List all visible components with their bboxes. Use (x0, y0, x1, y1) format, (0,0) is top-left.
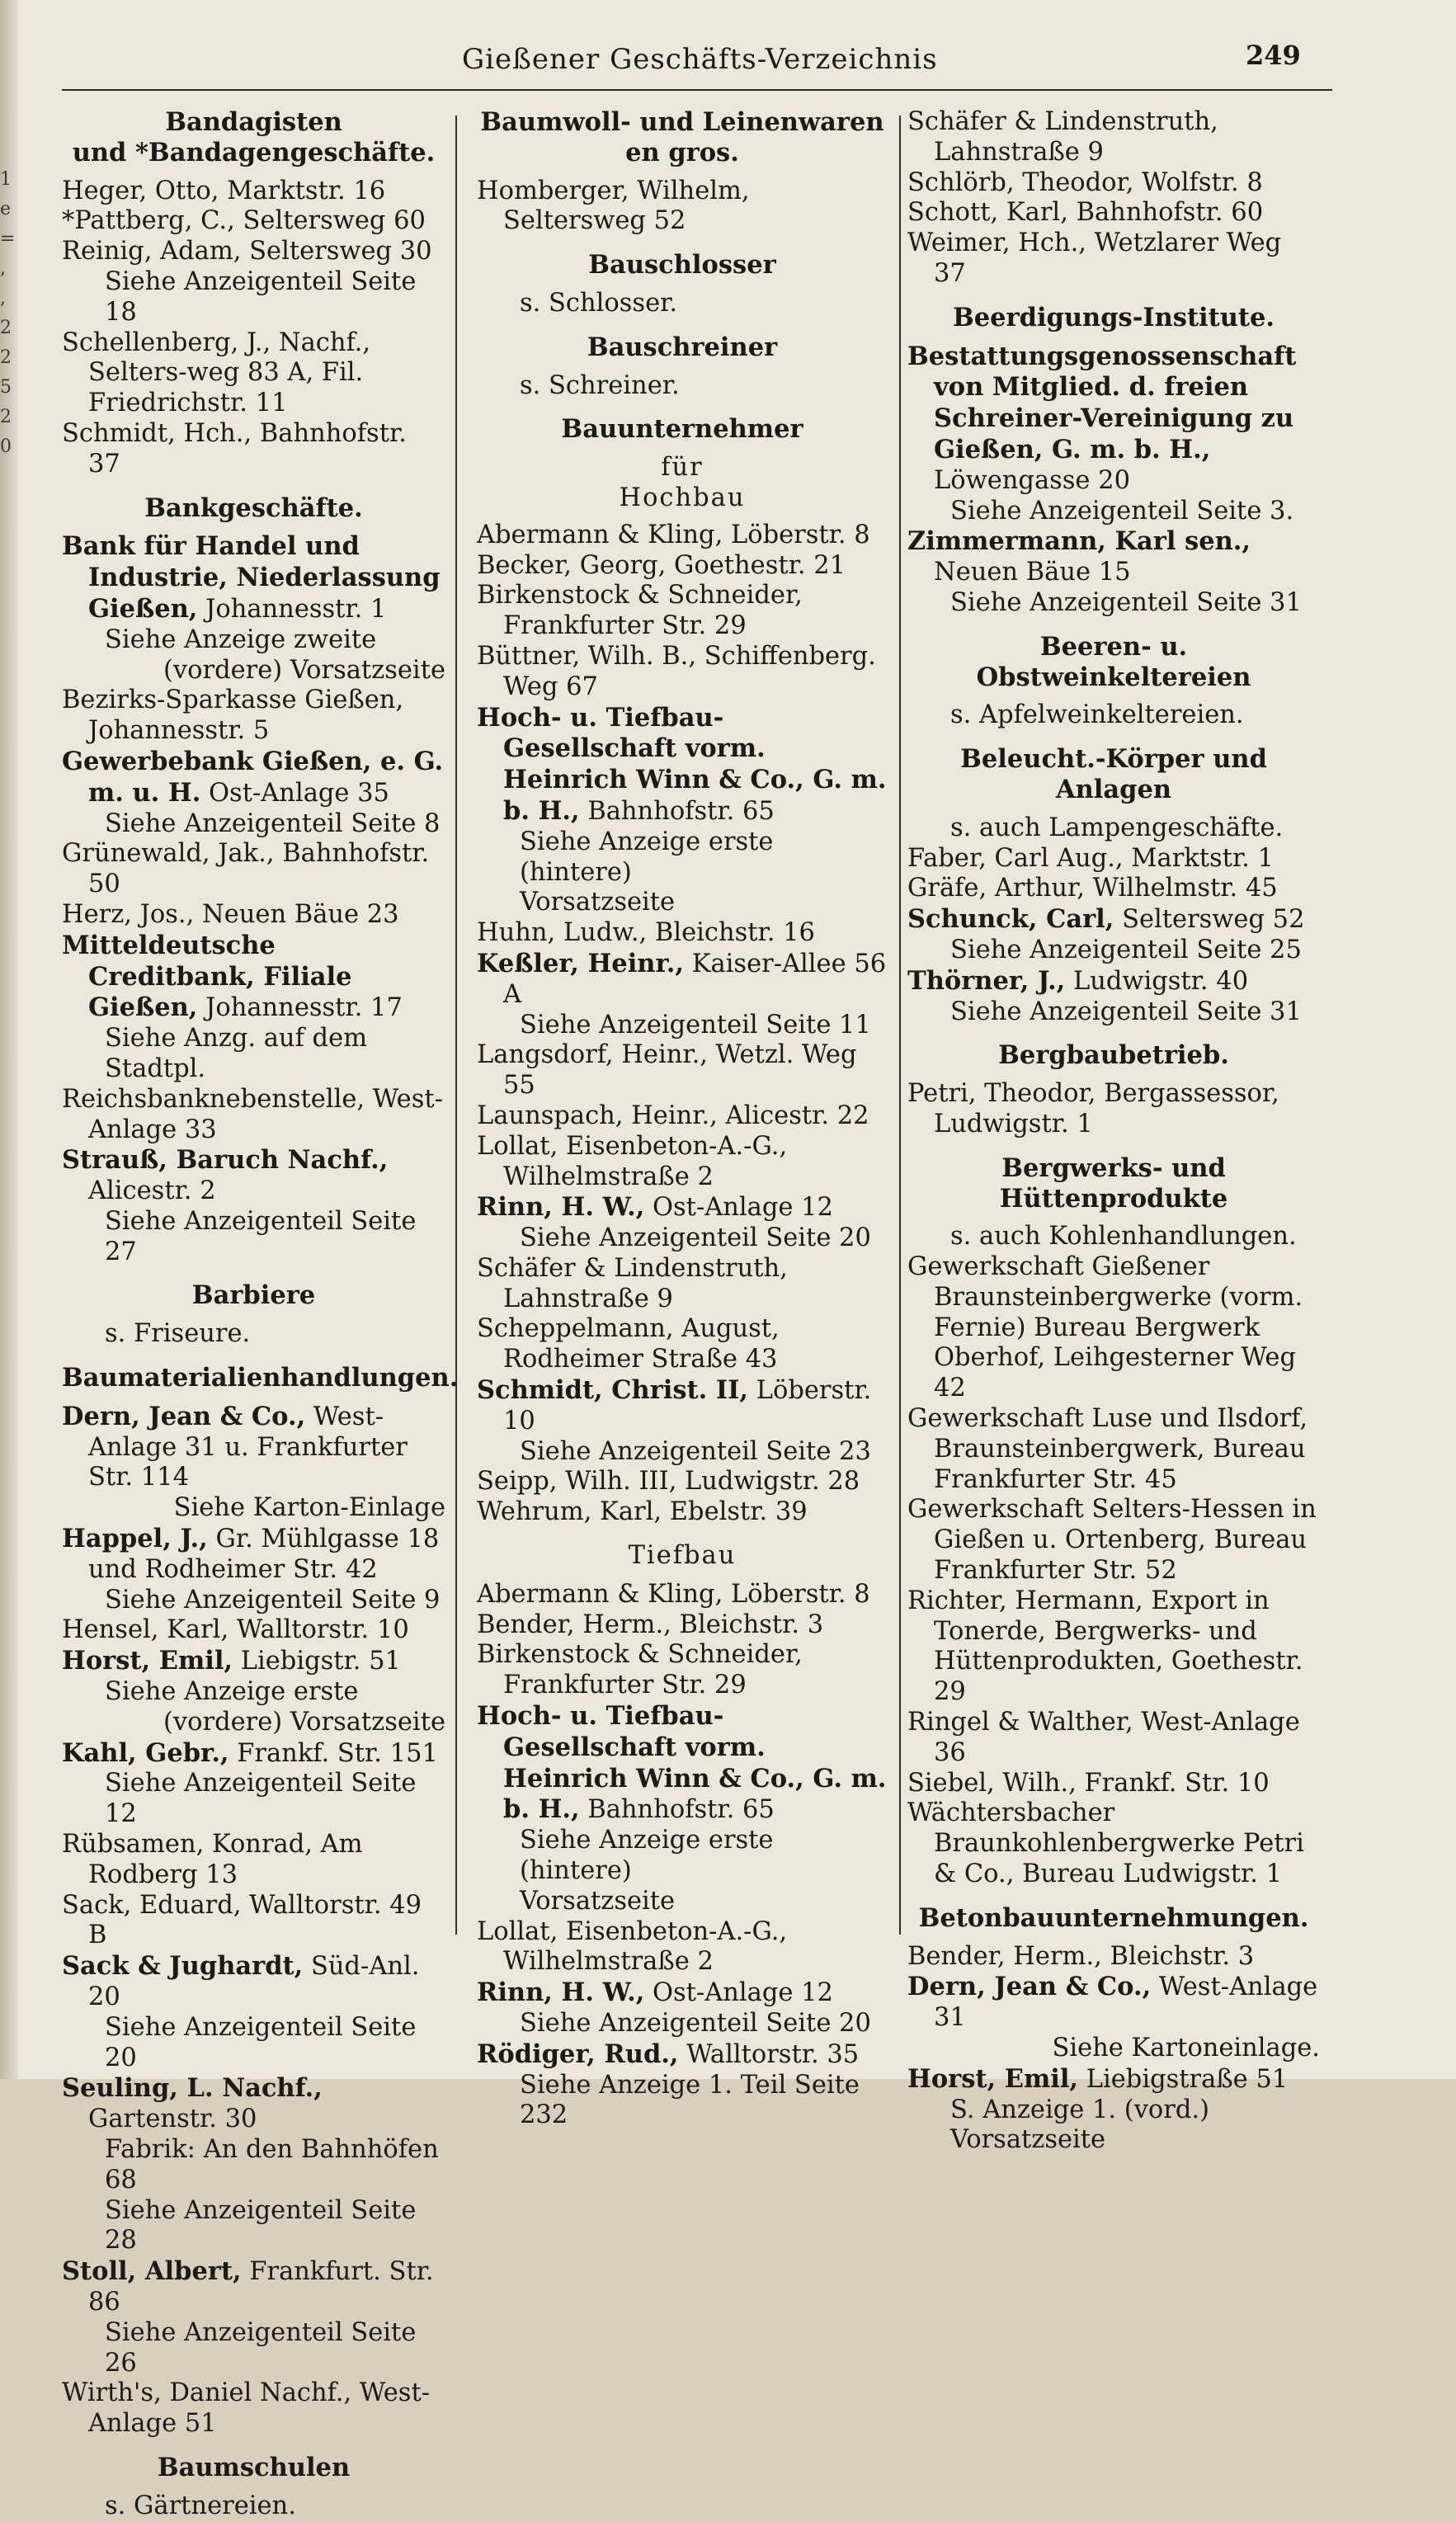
ad-reference: Siehe Anzeige erste (105, 1677, 359, 1707)
section-heading: Bankgeschäfte. (144, 493, 363, 523)
directory-entry (62, 1402, 445, 1493)
ad-reference: Siehe Anzeige zweite (105, 625, 377, 654)
directory-entry (907, 1972, 1320, 2034)
entry-address: Liebigstraße 51 (1078, 2064, 1289, 2094)
ad-reference: Siehe Anzeigenteil Seite 27 (105, 1206, 417, 1266)
directory-entry (907, 966, 1320, 997)
directory-entry: Lollat, Eisenbeton-A.-G., Wilhelmstraße 2 (477, 1131, 788, 1191)
edge-characters (0, 165, 18, 462)
section-heading: Baumschulen (157, 2452, 351, 2482)
ad-reference: Siehe Anzeigenteil Seite 31 (950, 997, 1302, 1026)
ad-reference: Siehe Anzeige 1. Teil Seite 232 (520, 2070, 860, 2130)
entry-address: Alicestr. 2 (88, 1176, 216, 1206)
directory-entry: Birkenstock & Schneider, Frankfurter Str. 29 (477, 581, 803, 641)
section-heading: Baumwoll- und Leinenwaren en gros. (480, 107, 884, 167)
entry-address: Süd-Anl. 20 (88, 1952, 420, 2012)
directory-entry: Schlörb, Theodor, Wolfstr. 8 (907, 167, 1263, 197)
ad-reference: Siehe Anzeigenteil Seite 31 (950, 587, 1302, 617)
column-right (907, 107, 1320, 2156)
entry-address: Ost-Anlage 12 (644, 1978, 833, 2008)
directory-entry (907, 526, 1320, 588)
section-heading: Betonbauunternehmungen. (918, 1902, 1309, 1933)
section-heading: Bergbaubetrieb. (998, 1040, 1229, 1071)
page-number: 249 (1246, 40, 1301, 71)
directory-entry: Richter, Hermann, Export in Tonerde, Bergwerks- und Hüttenprodukten, Goethestr. 29 (907, 1586, 1303, 1707)
directory-entry: Seipp, Wilh. III, Ludwigstr. 28 (477, 1467, 860, 1497)
entry-address: Liebigstr. 51 (233, 1647, 401, 1676)
directory-entry: Reinig, Adam, Seltersweg 30 (62, 237, 432, 266)
column-left (62, 107, 459, 2522)
entry-name: Mitteldeutsche Creditbank, Filiale Gießen, (62, 930, 352, 1023)
directory-entry: Bezirks-Sparkasse Gießen, Johannesstr. 5 (62, 686, 404, 746)
cross-reference: s. Friseure. (105, 1319, 251, 1349)
ad-reference: Siehe Anzeigenteil Seite 25 (950, 935, 1302, 964)
entry-name: Rödiger, Rud., (477, 2039, 679, 2069)
directory-entry: Abermann & Kling, Löberstr. 8 (477, 520, 870, 549)
entry-name: Strauß, Baruch Nachf., (62, 1145, 389, 1176)
cross-reference: s. Gärtnereien. (105, 2491, 296, 2520)
section-heading: Barbiere (191, 1280, 316, 1311)
entry-name: Horst, Emil, (62, 1646, 233, 1676)
entry-name: Bank für Handel und Industrie, Niederlassung Gießen, (62, 531, 441, 624)
directory-entry (477, 2039, 888, 2071)
ad-reference: S. Anzeige 1. (vord.) Vorsatzseite (950, 2095, 1209, 2155)
section-heading: Bauschreiner (587, 332, 778, 362)
ad-reference: Siehe Anzg. auf dem Stadtpl. (105, 1024, 368, 1083)
section-heading: Beeren- u. Obstweinkeltereien (976, 631, 1251, 692)
edge-char: 0 (0, 436, 12, 457)
section-subheading: Hochbau (619, 483, 746, 512)
entry-name: Zimmermann, Karl sen., (907, 526, 1251, 557)
directory-entry: Huhn, Ludw., Bleichstr. 16 (477, 918, 815, 948)
ad-reference: Siehe Anzeigenteil Seite 20 (520, 2009, 871, 2039)
column-middle (477, 107, 888, 2131)
edge-char: 1 (0, 169, 12, 190)
heading-line: Bandagisten (165, 107, 342, 137)
directory-entry: Herz, Jos., Neuen Bäue 23 (62, 899, 399, 929)
directory-entry: Lollat, Eisenbeton-A.-G., Wilhelmstraße 2 (477, 1916, 788, 1977)
edge-char: 2 (0, 407, 12, 427)
directory-entry: Abermann & Kling, Löberstr. 8 (477, 1579, 870, 1609)
ad-reference: Siehe Anzeigenteil Seite 12 (105, 1769, 417, 1829)
directory-entry: Sack, Eduard, Walltorstr. 49 B (62, 1890, 422, 1950)
ad-reference: Siehe Anzeige erste (hintere) (520, 1826, 774, 1886)
entry-address: West-Anlage 31 u. Frankfurter Str. 114 (88, 1402, 408, 1492)
cross-reference: s. Schlosser. (520, 288, 678, 318)
entry-address: Johannesstr. 1 (205, 594, 387, 624)
directory-entry (62, 2256, 445, 2318)
ad-reference: Vorsatzseite (520, 888, 676, 917)
directory-entry: Petri, Theodor, Bergassessor, Ludwigstr. 1 (907, 1079, 1279, 1138)
ad-reference: Siehe Anzeigenteil Seite 8 (105, 808, 441, 838)
ad-reference: (vordere) Vorsatzseite (163, 655, 445, 685)
ad-reference: Siehe Karton-Einlage (173, 1493, 445, 1523)
entry-name: Happel, J., (62, 1524, 208, 1554)
directory-entry: Heger, Otto, Marktstr. 16 (62, 176, 386, 205)
edge-char: , (0, 258, 6, 279)
edge-char: 2 (0, 318, 12, 338)
directory-entry: Langsdorf, Heinr., Wetzl. Weg 55 (477, 1040, 857, 1101)
entry-address: Johannesstr. 17 (197, 993, 403, 1023)
ad-reference: Siehe Anzeigenteil Seite 3. (950, 496, 1294, 526)
entry-name: Dern, Jean & Co., (907, 1972, 1152, 2002)
entry-name: Gewerbebank Gießen, e. G. m. u. H. (62, 746, 444, 808)
entry-address: Seltersweg 52 (1114, 905, 1305, 935)
directory-entry: Schellenberg, J., Nachf., Selters-weg 83 A, Fil. Friedrichstr. 11 (62, 328, 371, 418)
edge-char: 2 (0, 347, 12, 368)
ad-reference: Siehe Anzeigenteil Seite 28 (105, 2195, 417, 2256)
section-heading: Tiefbau (628, 1541, 737, 1571)
section-heading: Bergwerks- und Hüttenprodukte (999, 1153, 1228, 1214)
entry-address: Gr. Mühlgasse 18 und Rodheimer Str. 42 (88, 1525, 440, 1584)
entry-address: Bahnhofstr. 65 (579, 796, 775, 826)
ad-reference: Siehe Anzeigenteil Seite 11 (520, 1010, 871, 1039)
running-header: Gießener Geschäfts-Verzeichnis (462, 43, 938, 76)
directory-entry (62, 1524, 445, 1586)
ad-reference: Siehe Anzeigenteil Seite 20 (105, 2012, 417, 2072)
directory-entry: Grünewald, Jak., Bahnhofstr. 50 (62, 839, 430, 899)
directory-entry (477, 703, 888, 827)
entry-address: Ost-Anlage 35 (200, 778, 389, 808)
entry-name: Kahl, Gebr., (62, 1737, 229, 1768)
ad-reference: Siehe Anzeigenteil Seite 20 (520, 1223, 871, 1253)
entry-name: Keßler, Heinr., (477, 948, 684, 978)
entry-name: Seuling, L. Nachf., (62, 2073, 323, 2104)
ad-reference: Siehe Anzeigenteil Seite 26 (105, 2317, 417, 2378)
section-heading: Beleucht.-Körper und Anlagen (960, 744, 1267, 804)
directory-entry: Gräfe, Arthur, Wilhelmstr. 45 (907, 874, 1278, 903)
section-subheading: für (661, 453, 704, 483)
entry-address: Löwengasse 20 (934, 465, 1130, 495)
directory-entry: Ringel & Walther, West-Anlage 36 (907, 1708, 1300, 1767)
entry-name: Stoll, Albert, (62, 2256, 242, 2287)
directory-entry: Hensel, Karl, Walltorstr. 10 (62, 1615, 409, 1645)
cross-reference: s. Apfelweinkeltereien. (950, 700, 1244, 730)
directory-entry (62, 931, 445, 1024)
heading-line: und *Bandagengeschäfte. (72, 137, 436, 167)
ad-reference: Siehe Anzeigenteil Seite 9 (105, 1585, 441, 1615)
directory-entry: Siebel, Wilh., Frankf. Str. 10 (907, 1768, 1270, 1798)
directory-entry: Schmidt, Hch., Bahnhofstr. 37 (62, 418, 407, 478)
entry-address: Neuen Bäue 15 (934, 558, 1131, 587)
cross-reference: s. auch Kohlenhandlungen. (950, 1222, 1297, 1252)
section-heading: Bauschlosser (588, 250, 776, 280)
entry-address: Frankf. Str. 151 (229, 1738, 438, 1768)
directory-entry: Reichsbanknebenstelle, West-Anlage 33 (62, 1084, 443, 1144)
edge-char: 5 (0, 377, 12, 398)
directory-entry: Schott, Karl, Bahnhofstr. 60 (907, 198, 1264, 228)
directory-entry: Schäfer & Lindenstruth, Lahnstraße 9 (477, 1253, 788, 1313)
directory-entry: Rübsamen, Konrad, Am Rodberg 13 (62, 1830, 363, 1889)
entry-name: Bestattungsgenossenschaft von Mitglied. d. freien Schreiner-Vereinigung zu Gießen, G. m. b. H., (907, 341, 1297, 464)
directory-entry (907, 342, 1320, 497)
entry-address: Ost-Anlage 12 (644, 1193, 833, 1223)
directory-entry: Launspach, Heinr., Alicestr. 22 (477, 1101, 869, 1130)
edge-char: e (0, 199, 12, 219)
entry-address: Kaiser-Allee 56 A (503, 949, 887, 1009)
entry-name: Schunck, Carl, (907, 904, 1114, 935)
directory-entry (62, 531, 445, 625)
entry-name: Sack & Jughardt, (62, 1951, 304, 1982)
cross-reference: s. auch Lampengeschäfte. (950, 813, 1284, 842)
entry-name: Rinn, H. W., (477, 1192, 645, 1223)
entry-name: Hoch- u. Tiefbau-Gesellschaft vorm. Heinrich Winn & Co., G. m. b. H., (477, 702, 887, 826)
directory-entry: Wächtersbacher Braunkohlenbergwerke Petri & Co., Bureau Ludwigstr. 1 (907, 1798, 1304, 1889)
cross-reference: s. Schreiner. (520, 370, 680, 400)
directory-entry (477, 1375, 888, 1437)
entry-address: Ludwigstr. 40 (1065, 966, 1249, 996)
entry-name: Rinn, H. W., (477, 1978, 645, 2008)
section-heading: Bauunternehmer (561, 414, 803, 445)
directory-entry: Wirth's, Daniel Nachf., West-Anlage 51 (62, 2378, 431, 2439)
directory-entry: Faber, Carl Aug., Marktstr. 1 (907, 843, 1274, 873)
entry-address: Frankfurt. Str. 86 (88, 2257, 434, 2317)
directory-entry: Becker, Georg, Goethestr. 21 (477, 550, 846, 580)
directory-entry (477, 1978, 888, 2009)
directory-entry: Wehrum, Karl, Ebelstr. 39 (477, 1497, 808, 1527)
directory-entry: *Pattberg, C., Seltersweg 60 (62, 206, 426, 236)
directory-entry (62, 1646, 445, 1677)
header-rule (62, 89, 1332, 91)
entry-name: Schmidt, Christ. II, (477, 1375, 749, 1406)
ad-reference: Vorsatzseite (520, 1886, 676, 1916)
directory-entry: Scheppelmann, August, Rodheimer Straße 43 (477, 1314, 780, 1374)
directory-entry: Schäfer & Lindenstruth, Lahnstraße 9 (907, 107, 1218, 167)
directory-entry (62, 1738, 445, 1770)
ad-reference: Siehe Anzeige erste (hintere) (520, 827, 774, 887)
adjacent-page-edge (0, 0, 18, 2079)
column-divider (455, 115, 457, 1935)
directory-entry (62, 2073, 445, 2135)
entry-address: Bahnhofstr. 65 (579, 1795, 775, 1825)
directory-entry: Gewerkschaft Selters-Hessen in Gießen u. Ortenberg, Bureau Frankfurter Str. 52 (907, 1495, 1317, 1586)
directory-entry (477, 949, 888, 1011)
directory-entry: Gewerkschaft Luse und Ilsdorf, Braunsteinbergwerk, Bureau Frankfurter Str. 45 (907, 1404, 1308, 1494)
ad-reference: (vordere) Vorsatzseite (163, 1707, 445, 1737)
ad-reference: Siehe Kartoneinlage. (1052, 2034, 1320, 2063)
directory-entry (62, 1145, 445, 1207)
entry-name: Thörner, J., (907, 965, 1066, 996)
directory-entry (62, 1951, 445, 2013)
directory-entry: Homberger, Wilhelm, Seltersweg 52 (477, 176, 750, 236)
entry-address: West-Anlage 31 (934, 1973, 1318, 2033)
entry-name: Horst, Emil, (907, 2063, 1079, 2094)
directory-entry (477, 1701, 888, 1826)
directory-entry: Gewerkschaft Gießener Braunsteinbergwerke (vorm. Fernie) Bureau Bergwerk Oberhof, Leihgesterner Weg 42 (907, 1252, 1303, 1403)
directory-entry (907, 2064, 1320, 2095)
directory-entry (907, 904, 1320, 936)
directory-entry (477, 1192, 888, 1223)
section-heading: Beerdigungs-Institute. (952, 302, 1275, 332)
ad-reference: Fabrik: An den Bahnhöfen 68 (105, 2135, 439, 2194)
directory-entry: Bender, Herm., Bleichstr. 3 (477, 1610, 824, 1639)
section-heading: Baumaterialienhandlungen. (62, 1363, 459, 1393)
entry-name: Hoch- u. Tiefbau-Gesellschaft vorm. Heinrich Winn & Co., G. m. b. H., (477, 1701, 887, 1825)
directory-entry: Weimer, Hch., Wetzlarer Weg 37 (907, 229, 1282, 288)
entry-address: Walltorstr. 35 (678, 2039, 860, 2069)
edge-char: , (0, 288, 6, 309)
directory-entry (62, 747, 445, 809)
edge-char: = (0, 229, 16, 249)
entry-address: Löberstr. 10 (503, 1376, 872, 1435)
section-heading (62, 107, 445, 177)
directory-entry: Bender, Herm., Bleichstr. 3 (907, 1941, 1255, 1971)
entry-name: Dern, Jean & Co., (62, 1401, 306, 1431)
directory-entry: Büttner, Wilh. B., Schiffenberg. Weg 67 (477, 641, 876, 701)
directory-entry: Birkenstock & Schneider, Frankfurter Str. 29 (477, 1640, 803, 1700)
ad-reference: Siehe Anzeigenteil Seite 18 (105, 266, 417, 327)
column-divider (899, 115, 901, 1935)
ad-reference: Siehe Anzeigenteil Seite 23 (520, 1436, 871, 1466)
entry-address: Gartenstr. 30 (88, 2105, 257, 2134)
